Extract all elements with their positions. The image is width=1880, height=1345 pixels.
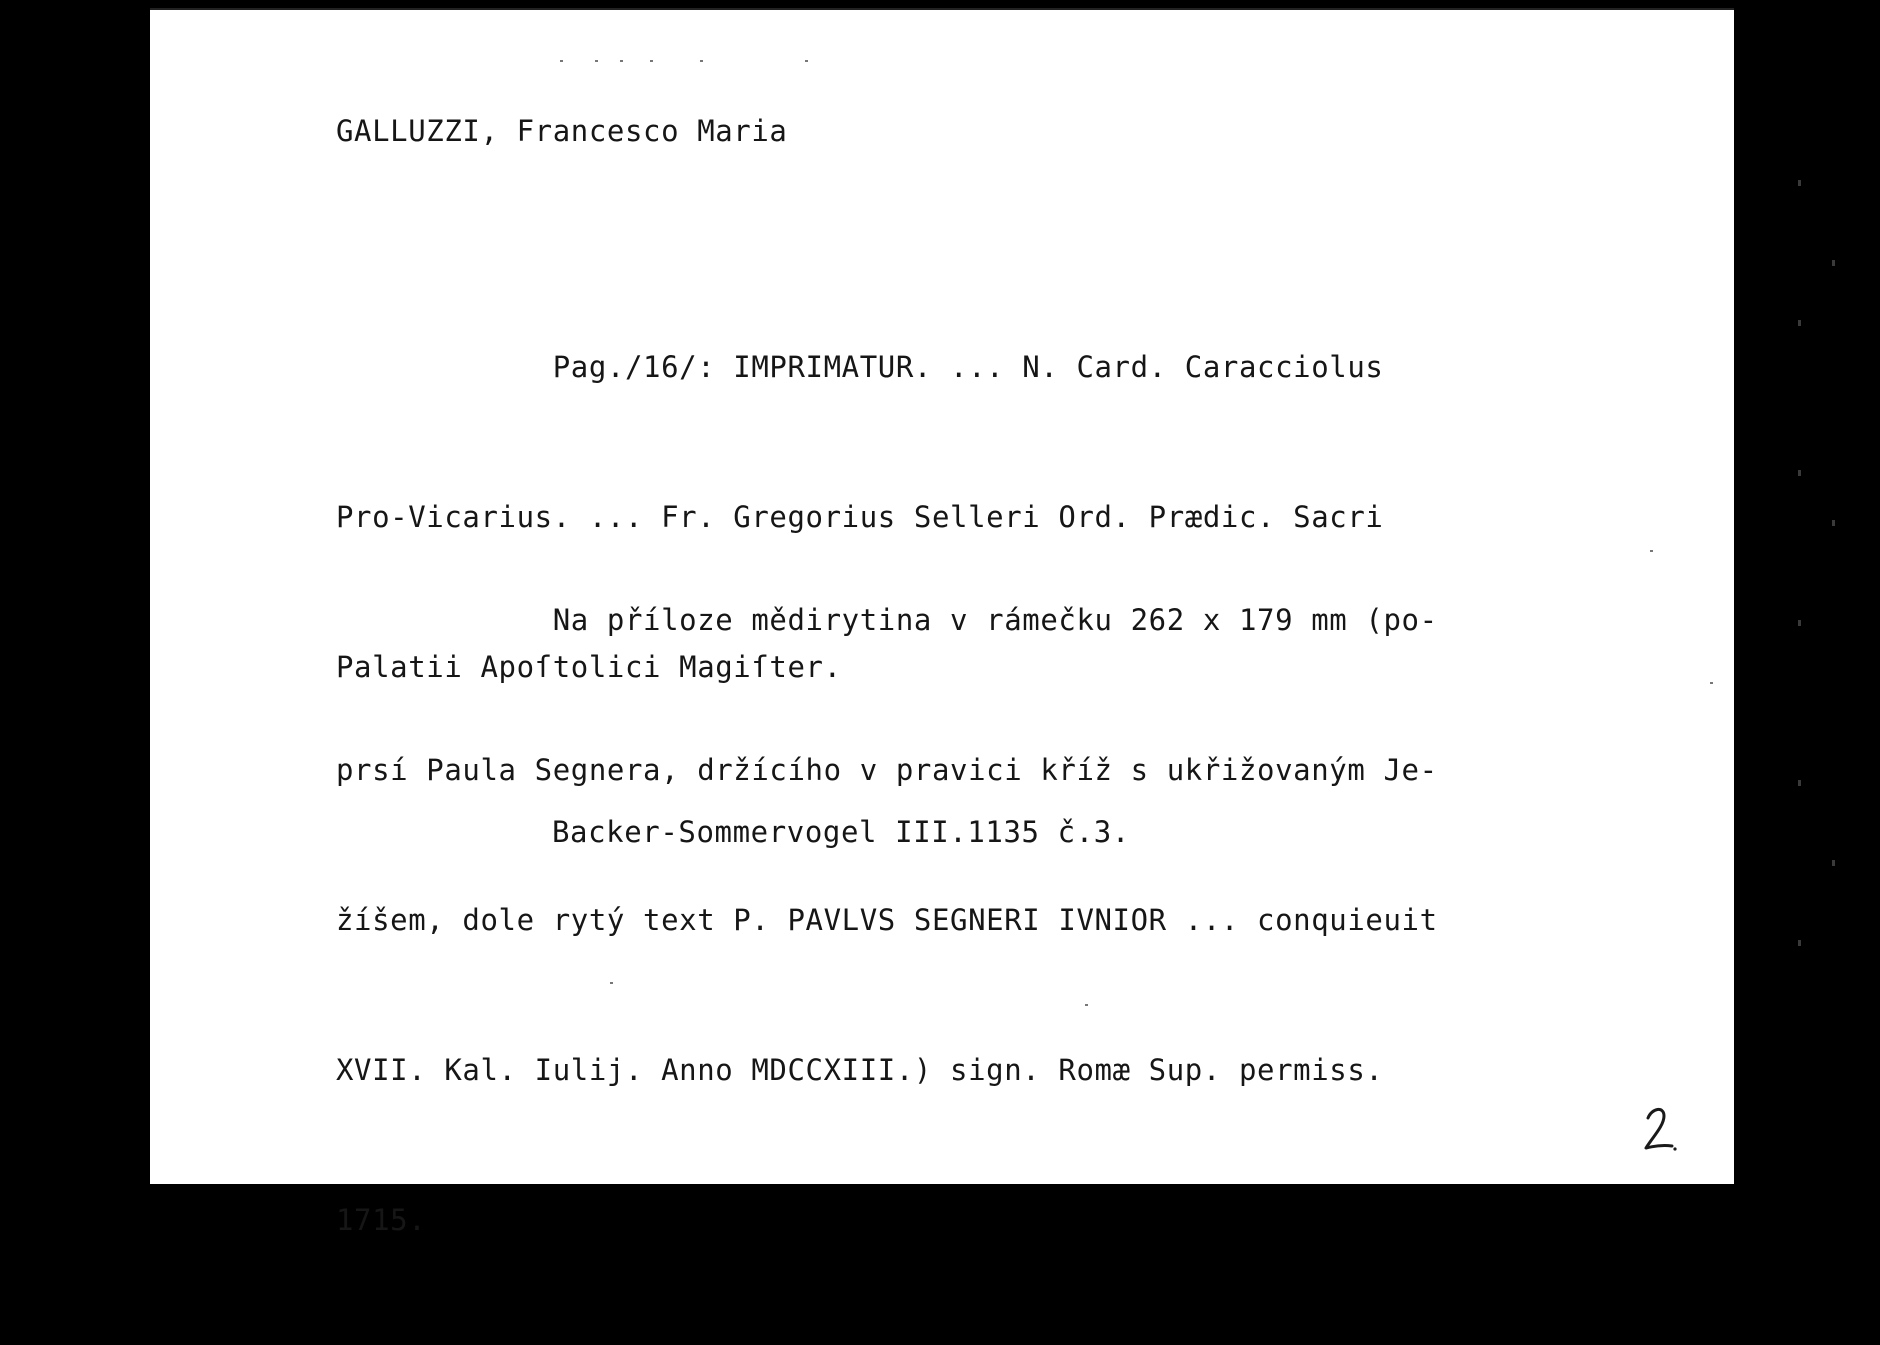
scan-speck	[560, 60, 563, 62]
scan-speck	[595, 60, 598, 62]
scan-speck	[1710, 682, 1713, 684]
imprimatur-line: Pro-Vicarius. ... Fr. Gregorius Selleri Ord. Prædic. Sacri	[336, 500, 1384, 534]
scan-speck	[650, 60, 653, 62]
scan-edge-mark	[1798, 940, 1801, 946]
description-paragraph	[336, 495, 1438, 1345]
scan-edge-mark	[1832, 520, 1835, 526]
scan-edge-mark	[1798, 470, 1801, 476]
description-line: XVII. Kal. Iulij. Anno MDCCXIII.) sign. Romæ Sup. permiss.	[336, 1053, 1384, 1087]
description-line: Na příloze mědirytina v rámečku 262 x 179 mm (po-	[336, 603, 1438, 637]
imprimatur-line: Palatii Apoſtolici Magiſter.	[336, 650, 842, 684]
bibliographic-reference: Backer-Sommervogel III.1135 č.3.	[552, 815, 1130, 849]
scan-speck	[620, 60, 623, 62]
scan-speck	[1085, 1004, 1088, 1006]
card-heading: GALLUZZI, Francesco Maria	[336, 114, 788, 148]
scan-edge-mark	[1832, 860, 1835, 866]
scan-speck	[1650, 550, 1653, 552]
imprimatur-line: Pag./16/: IMPRIMATUR. ... N. Card. Caracciolus	[336, 350, 1384, 384]
catalog-card	[150, 8, 1734, 1237]
scan-speck	[805, 60, 808, 62]
scan-edge-mark	[1798, 180, 1801, 186]
description-line: 1715.	[336, 1203, 427, 1237]
scan-edge-mark	[1798, 780, 1801, 786]
scan-edge-mark	[1798, 620, 1801, 626]
scan-edge-mark	[1832, 260, 1835, 266]
description-line: prsí Paula Segnera, držícího v pravici kříž s ukřižovaným Je-	[336, 753, 1438, 787]
handwritten-page-number	[1640, 1102, 1680, 1158]
scan-edge-mark	[1798, 320, 1801, 326]
scan-speck	[700, 60, 703, 62]
description-line: žíšem, dole rytý text P. PAVLVS SEGNERI IVNIOR ... conquieuit	[336, 903, 1438, 937]
scan-speck	[610, 982, 613, 984]
